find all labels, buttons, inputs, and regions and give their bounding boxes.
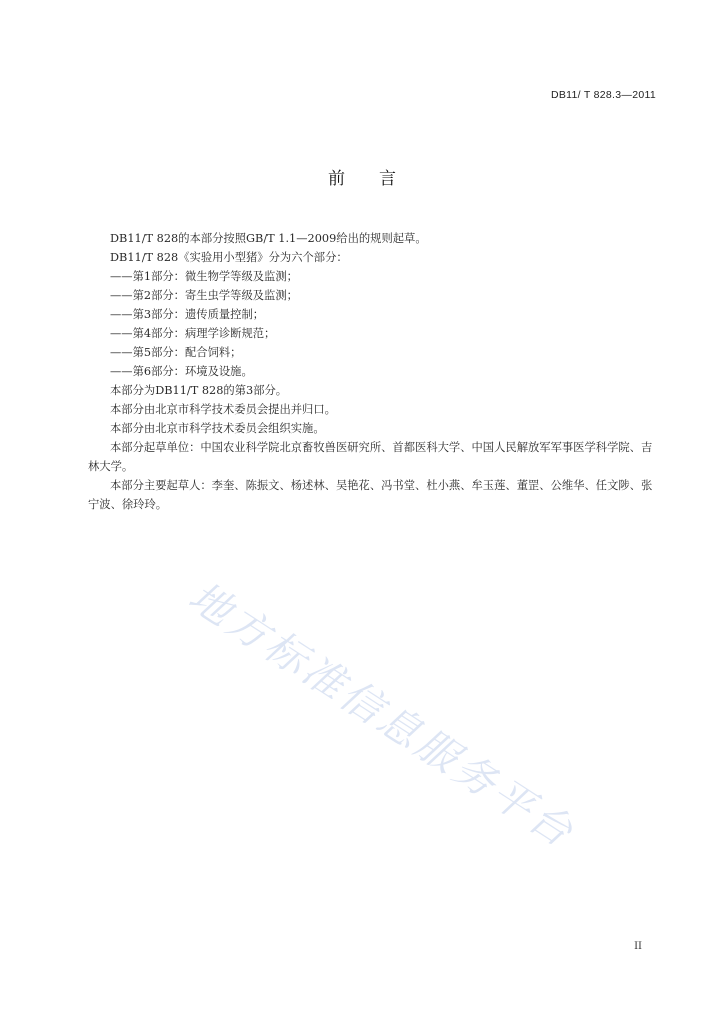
list-item-part-6: ——第6部分：环境及设施。: [110, 365, 253, 378]
watermark: 地方标准信息服务平台: [180, 572, 584, 858]
paragraph-drafting-rules: DB11/T 828的本部分按照GB/T 1.1—2009给出的规则起草。: [110, 232, 427, 245]
document-code: DB11/ T 828.3—2011: [550, 89, 656, 101]
list-item-part-1: ——第1部分：微生物学等级及监测；: [110, 270, 298, 283]
page-number: II: [634, 941, 642, 952]
list-item-part-5: ——第5部分：配合饲料；: [110, 346, 242, 359]
paragraph-drafters: 本部分主要起草人：李奎、陈振文、杨述林、吴艳花、冯书堂、杜小燕、牟玉莲、董罡、公维华、任文陟、张宁波、徐玲玲。: [88, 479, 653, 511]
page-title: 前言: [328, 169, 430, 189]
paragraph-proposed-by: 本部分由北京市科学技术委员会提出并归口。: [110, 403, 336, 416]
body-text: [88, 229, 660, 514]
paragraph-parts-intro: DB11/T 828《实验用小型猪》分为六个部分：: [110, 251, 348, 264]
paragraph-implemented-by: 本部分由北京市科学技术委员会组织实施。: [110, 422, 325, 435]
list-item-part-2: ——第2部分：寄生虫学等级及监测；: [110, 289, 298, 302]
paragraph-drafting-units: 本部分起草单位：中国农业科学院北京畜牧兽医研究所、首都医科大学、中国人民解放军军事医学科学院、吉林大学。: [88, 441, 653, 473]
paragraph-this-part: 本部分为DB11/T 828的第3部分。: [110, 384, 288, 397]
list-item-part-4: ——第4部分：病理学诊断规范；: [110, 327, 276, 340]
list-item-part-3: ——第3部分：遗传质量控制；: [110, 308, 265, 321]
